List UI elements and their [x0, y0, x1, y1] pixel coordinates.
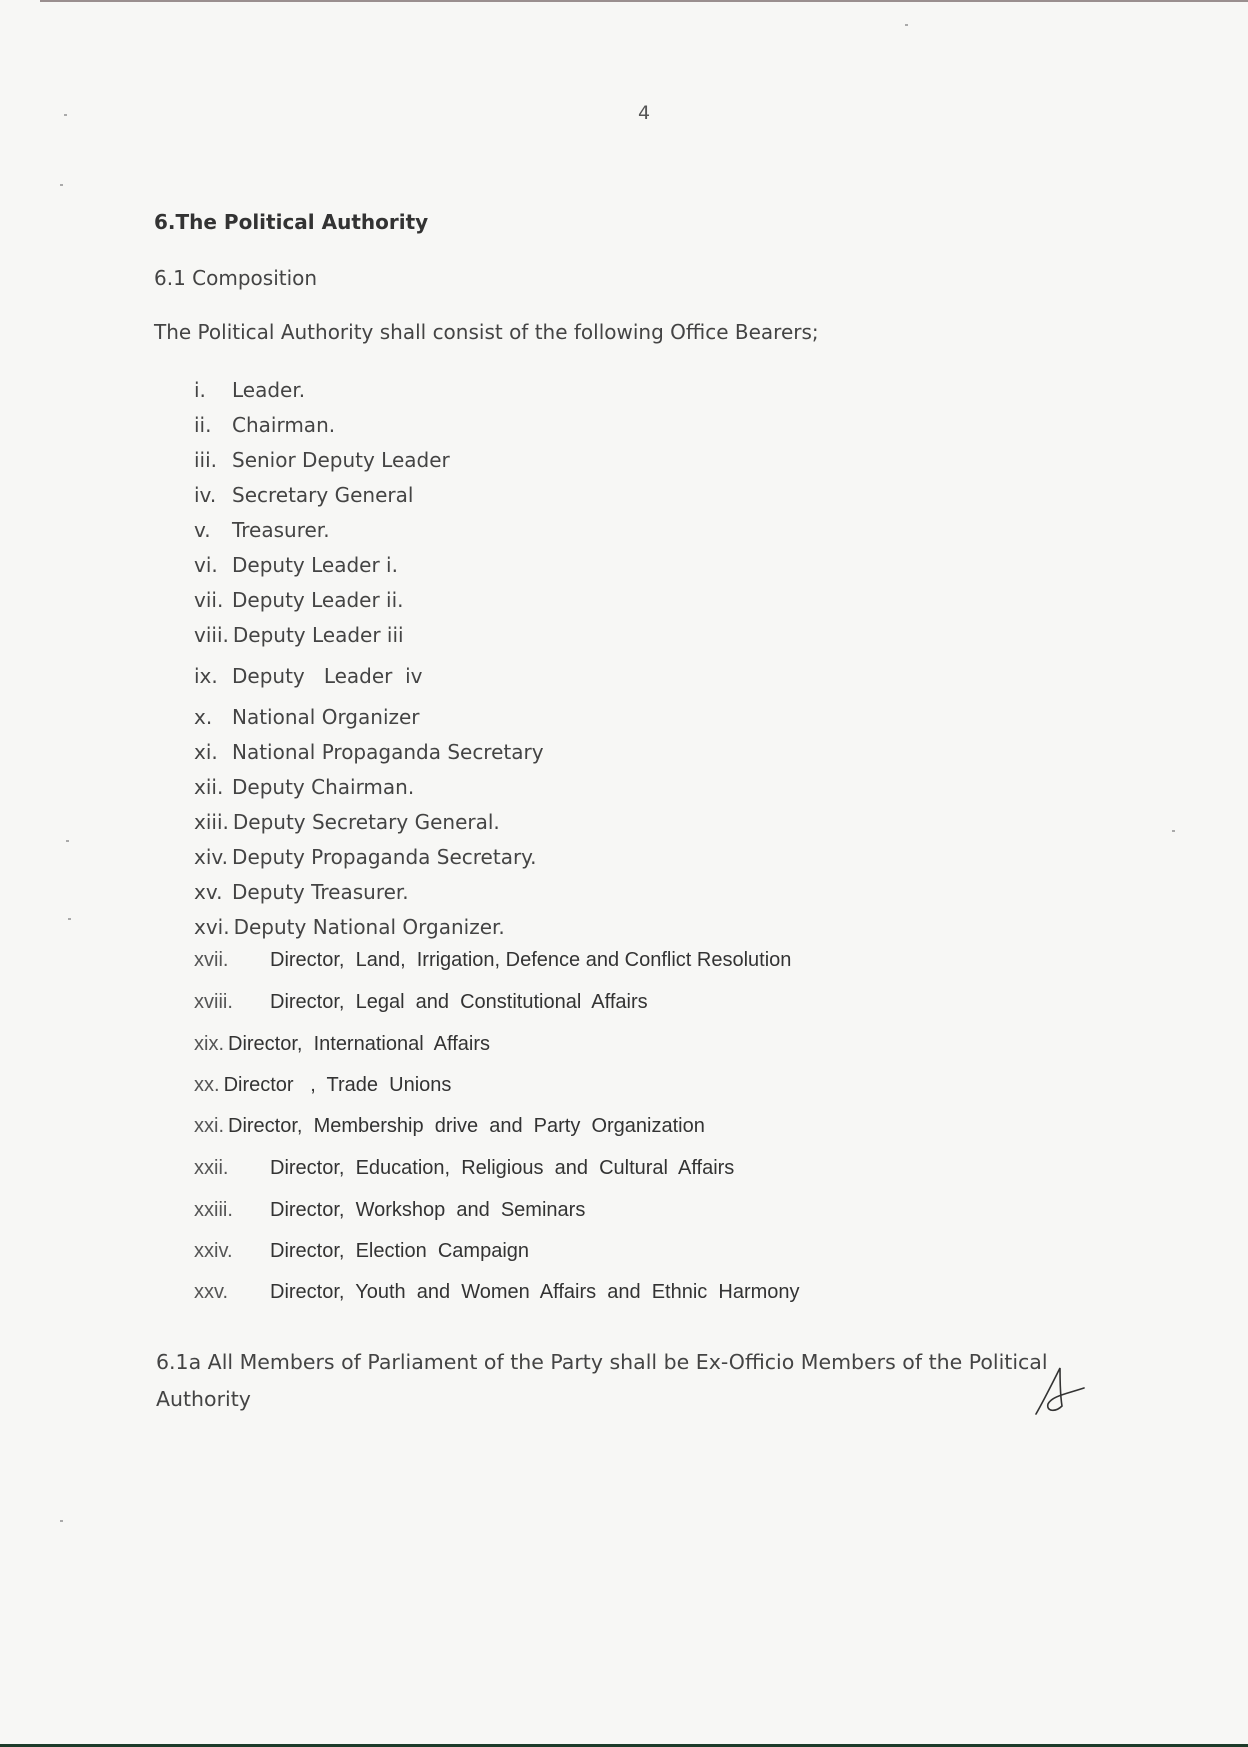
list-item: xi. National Propaganda Secretary [194, 740, 544, 764]
list-item: vi. Deputy Leader i. [194, 553, 398, 577]
list-item: iii. Senior Deputy Leader [194, 448, 450, 472]
list-item: xvii. Director, Land, Irrigation, Defence and Conflict Resolution [194, 949, 792, 971]
list-item: v. Treasurer. [194, 518, 330, 542]
intro-paragraph: The Political Authority shall consist of the following Office Bearers; [154, 320, 819, 344]
list-item: i. Leader. [194, 378, 306, 402]
page-number: 4 [638, 102, 651, 124]
list-item: xix. Director, International Affairs [194, 1033, 490, 1055]
signature-initial-icon [1030, 1364, 1086, 1420]
list-item: xxi. Director, Membership drive and Party Organization [194, 1115, 705, 1137]
office-bearers-list [194, 0, 1194, 1320]
footnote-paragraph: 6.1a All Members of Parliament of the Party shall be Ex-Officio Members of the Political Authority [156, 1350, 1048, 1411]
list-item: x. National Organizer [194, 705, 420, 729]
list-item: xiv. Deputy Propaganda Secretary. [194, 845, 537, 869]
scan-speck [60, 184, 63, 186]
list-item: xx. Director , Trade Unions [194, 1074, 452, 1096]
scan-speck [60, 1520, 63, 1522]
scan-speck [1172, 830, 1175, 832]
scan-speck [68, 918, 71, 920]
scan-speck [64, 114, 67, 116]
list-item: xii. Deputy Chairman. [194, 775, 415, 799]
list-item: ix. Deputy Leader iv [194, 664, 423, 688]
list-item: viii. Deputy Leader iii [194, 623, 404, 647]
section-heading: 6.The Political Authority [154, 210, 429, 234]
list-item: xxv. Director, Youth and Women Affairs and Ethnic Harmony [194, 1281, 800, 1303]
list-item: vii. Deputy Leader ii. [194, 588, 404, 612]
list-item: xviii. Director, Legal and Constitutional Affairs [194, 991, 648, 1013]
list-item: xxiv. Director, Election Campaign [194, 1240, 530, 1262]
list-item: iv. Secretary General [194, 483, 414, 507]
scan-speck [905, 24, 908, 26]
list-item: xiii. Deputy Secretary General. [194, 810, 500, 834]
list-item: xvi. Deputy National Organizer. [194, 915, 505, 939]
list-item: xv. Deputy Treasurer. [194, 880, 409, 904]
scan-speck [66, 840, 69, 842]
subsection-heading: 6.1 Composition [154, 266, 318, 290]
list-item: xxiii. Director, Workshop and Seminars [194, 1199, 586, 1221]
list-item: xxii. Director, Education, Religious and Cultural Affairs [194, 1157, 735, 1179]
list-item: ii. Chairman. [194, 413, 336, 437]
